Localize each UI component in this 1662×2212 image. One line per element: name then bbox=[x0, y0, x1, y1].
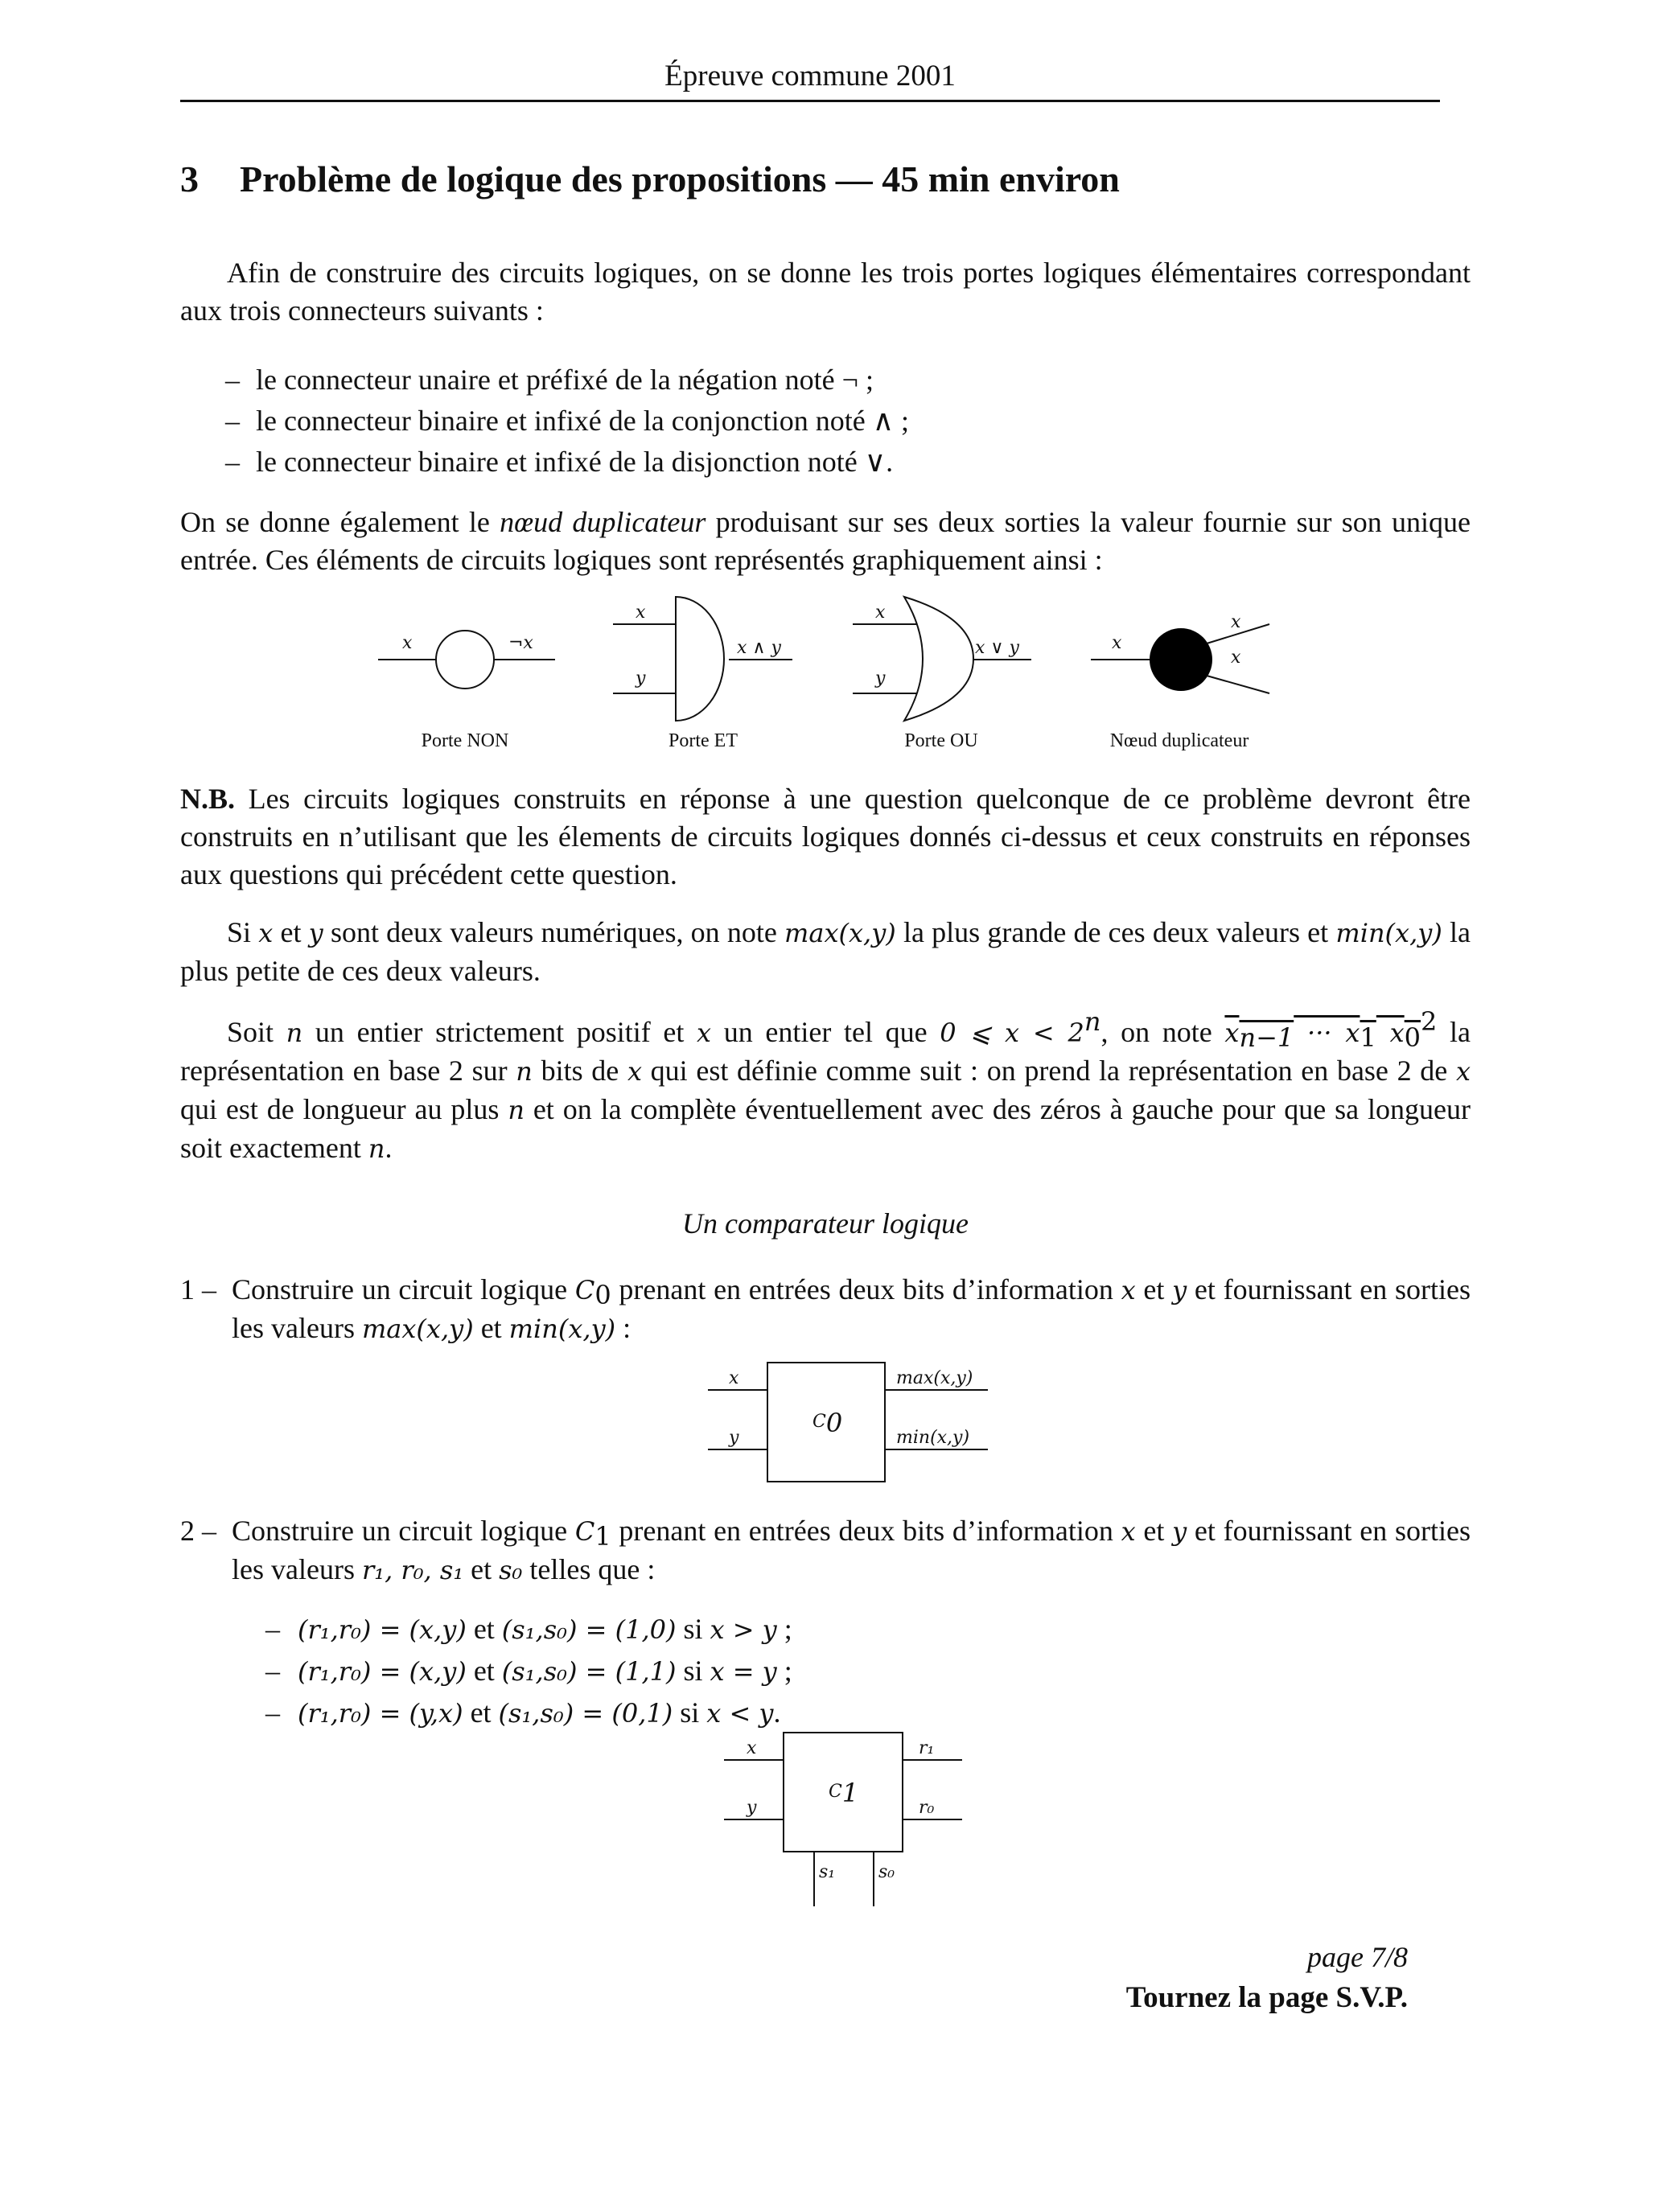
intro-paragraph: Afin de construire des circuits logiques, on se donne les trois portes logiques élémentaires correspondant aux trois connecteurs suivants : bbox=[180, 257, 1471, 327]
c0-output-min: min(x,y) bbox=[896, 1428, 970, 1448]
list-item: – (r₁,r₀) = (x,y) et (s₁,s₀) = (1,1) si x = y ; bbox=[265, 1655, 792, 1687]
nb-label: N.B. bbox=[180, 783, 236, 815]
c1-output-r0: r₀ bbox=[919, 1798, 935, 1818]
or-input-x-label: x bbox=[875, 602, 886, 623]
q2-conditions bbox=[265, 1609, 792, 1734]
binary-representation: $x_{n-1}$ ··· $x_1$ $x_0$ bbox=[1224, 1018, 1421, 1053]
or-input-y-label: y bbox=[875, 668, 886, 689]
dup-output1-label: x bbox=[1231, 612, 1241, 632]
c1-input-y: y bbox=[747, 1798, 757, 1818]
question-number: 2 – bbox=[180, 1515, 216, 1547]
or-gate bbox=[853, 597, 1031, 751]
and-input-y-label: y bbox=[636, 668, 646, 689]
dup-output2-label: x bbox=[1231, 648, 1241, 668]
and-gate bbox=[613, 597, 792, 751]
gates-figure bbox=[0, 0, 1662, 772]
list-item: – le connecteur unaire et préfixé de la négation noté ¬ ; bbox=[225, 364, 874, 396]
max-min-paragraph: Si x et y sont deux valeurs numériques, on note max(x,y) la plus grande de ces deux valeurs et min(x,y) la plus petite de ces deux valeurs. bbox=[180, 916, 1471, 987]
section-title-text: Problème de logique des propositions — 45 min environ bbox=[240, 158, 1120, 199]
list-item: – (r₁,r₀) = (y,x) et (s₁,s₀) = (0,1) si x < y. bbox=[265, 1696, 781, 1729]
list-item: – le connecteur binaire et infixé de la disjonction noté ∨. bbox=[225, 446, 894, 478]
question-number: 1 – bbox=[180, 1273, 216, 1305]
not-caption: Porte NON bbox=[421, 730, 509, 751]
c1-diagram bbox=[0, 1729, 1662, 1906]
not-output-label: ¬x bbox=[508, 633, 533, 653]
c1-box-label: C1 bbox=[829, 1778, 859, 1808]
c0-diagram bbox=[0, 1359, 1662, 1496]
c1-input-x: x bbox=[747, 1738, 757, 1758]
c0-box-label: C0 bbox=[812, 1408, 843, 1438]
page-header: Épreuve commune 2001 bbox=[180, 56, 1440, 102]
not-input-label: x bbox=[402, 633, 413, 653]
list-item: – le connecteur binaire et infixé de la conjonction noté ∧ ; bbox=[225, 405, 910, 437]
duplicator-paragraph: On se donne également le nœud duplicateur produisant sur ses deux sorties la valeur fournie sur son unique entrée. Ces éléments de circuits logiques sont représentés graphiquement ainsi : bbox=[180, 506, 1471, 576]
dup-input-label: x bbox=[1112, 633, 1122, 653]
page-number: page 7/8 bbox=[1307, 1941, 1408, 1973]
question-1: 1 – Construire un circuit logique $C_0$ prenant en entrées deux bits d’information x et y et fournissant en sorties les valeurs max(x,y) et min(x,y) : bbox=[180, 1271, 1471, 1348]
emphasis-term: nœud duplicateur bbox=[500, 506, 706, 538]
turn-page-note: Tournez la page S.V.P. bbox=[1125, 1981, 1408, 2014]
base2-paragraph: Soit n un entier strictement positif et x un entier tel que 0 ⩽ $x < 2^n$, on note $x_{n-1}$ ··· $x_1$ $x_0^2$ la représentation en base 2 sur n bits de x qui est définie comme suit : on prend la représentation en base 2 de x qui est de longueur au plus n et on la complète éventuellement avec des zéros à gauche pour que sa longueur soit exactement n. bbox=[180, 1006, 1471, 1164]
c0-output-max: max(x,y) bbox=[896, 1368, 973, 1388]
duplicator-node bbox=[1091, 612, 1269, 751]
question-2: 2 – Construire un circuit logique $C_1$ prenant en entrées deux bits d’information x et y et fournissant en sorties les valeurs r₁, r₀, s₁ et s₀ telles que : bbox=[180, 1512, 1471, 1589]
or-output-label: x ∨ y bbox=[975, 638, 1019, 658]
c1-output-s1: s₁ bbox=[819, 1862, 836, 1882]
c0-input-x: x bbox=[729, 1368, 739, 1388]
c1-output-r1: r₁ bbox=[919, 1738, 935, 1758]
list-item: – (r₁,r₀) = (x,y) et (s₁,s₀) = (1,0) si x > y ; bbox=[265, 1613, 792, 1645]
nb-paragraph: N.B. Les circuits logiques construits en réponse à une question quelconque de ce problème devront être construits en n’utilisant que les élements de circuits logiques donnés ci-dessus et ceux construits en réponses aux questions qui précédent cette question. bbox=[180, 783, 1471, 890]
c0-input-y: y bbox=[729, 1428, 739, 1448]
subsection-title: Un comparateur logique bbox=[682, 1207, 969, 1240]
dup-caption: Nœud duplicateur bbox=[1109, 730, 1249, 751]
section-number: 3 bbox=[180, 158, 199, 199]
and-caption: Porte ET bbox=[669, 730, 738, 751]
or-caption: Porte OU bbox=[904, 730, 978, 751]
and-input-x-label: x bbox=[636, 602, 646, 623]
c1-output-s0: s₀ bbox=[878, 1862, 895, 1882]
not-gate bbox=[378, 631, 555, 751]
and-output-label: x ∧ y bbox=[737, 638, 781, 658]
